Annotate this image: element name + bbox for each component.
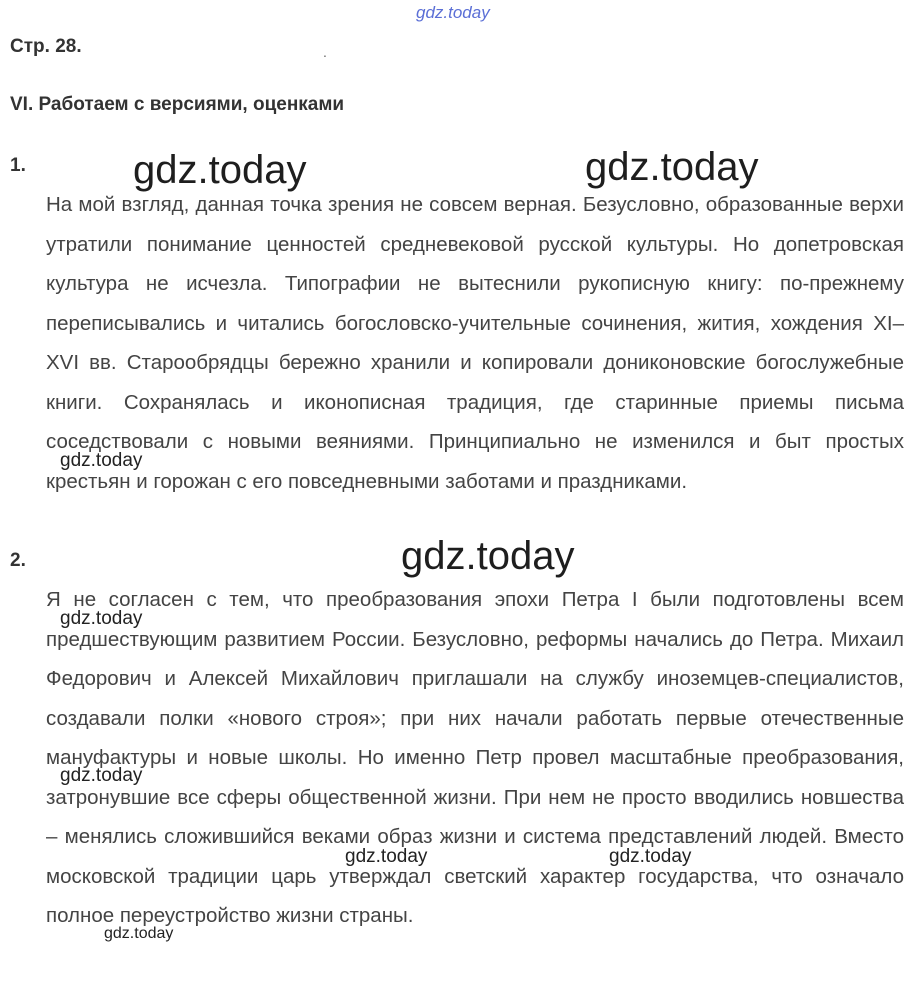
header-watermark: gdz.today — [416, 3, 490, 22]
answer-number-2: 2. — [10, 550, 26, 571]
watermark: gdz.today — [401, 534, 575, 578]
watermark: gdz.today — [60, 450, 143, 471]
watermark: gdz.today — [345, 846, 428, 867]
stray-dot: . — [323, 44, 327, 60]
watermark: gdz.today — [60, 765, 143, 786]
watermark: gdz.today — [585, 145, 759, 189]
watermark: gdz.today — [60, 608, 143, 629]
section-title: VI. Работаем с версиями, оценками — [10, 94, 345, 115]
watermark: gdz.today — [609, 846, 692, 867]
watermark: gdz.today — [104, 925, 174, 942]
answer-text-1: На мой взгляд, данная точка зрения не совсем верная. Безусловно, образованные верхи утратили понимание ценностей средневековой русской культуры. Но допетровская культура не исчезла. Типографии не вытеснили рукописную книгу: по-прежнему переписывались и читались богословско-учительные сочинения, жития, хождения XI–XVI вв. Старообрядцы бережно хранили и копировали дониконовские богослужебные книги. Сохранялась и иконописная традиция, где старинные приемы письма соседствовали с новыми веяниями. Принципиально не изменился и быт простых крестьян и горожан с его повседневными заботами и праздниками. — [46, 193, 904, 493]
watermark: gdz.today — [133, 148, 307, 192]
answer-number-1: 1. — [10, 155, 26, 176]
answer-text-2: Я не согласен с тем, что преобразования эпохи Петра I были подготовлены всем предшествующим развитием России. Безусловно, реформы начались до Петра. Михаил Федорович и Алексей Михайлович приглашали на службу иноземцев-специалистов, создавали полки «нового строя»; при них начали работать первые отечественные мануфактуры и новые школы. Но именно Петр провел масштабные преобразования, затронувшие все сферы общественной жизни. При нем не просто вводились новшества – менялись сложившийся веками образ жизни и система представлений людей. Вместо московской традиции царь утверждал светский характер государства, что означало полное переустройство жизни страны. — [46, 588, 904, 927]
page-label: Стр. 28. — [10, 36, 82, 57]
